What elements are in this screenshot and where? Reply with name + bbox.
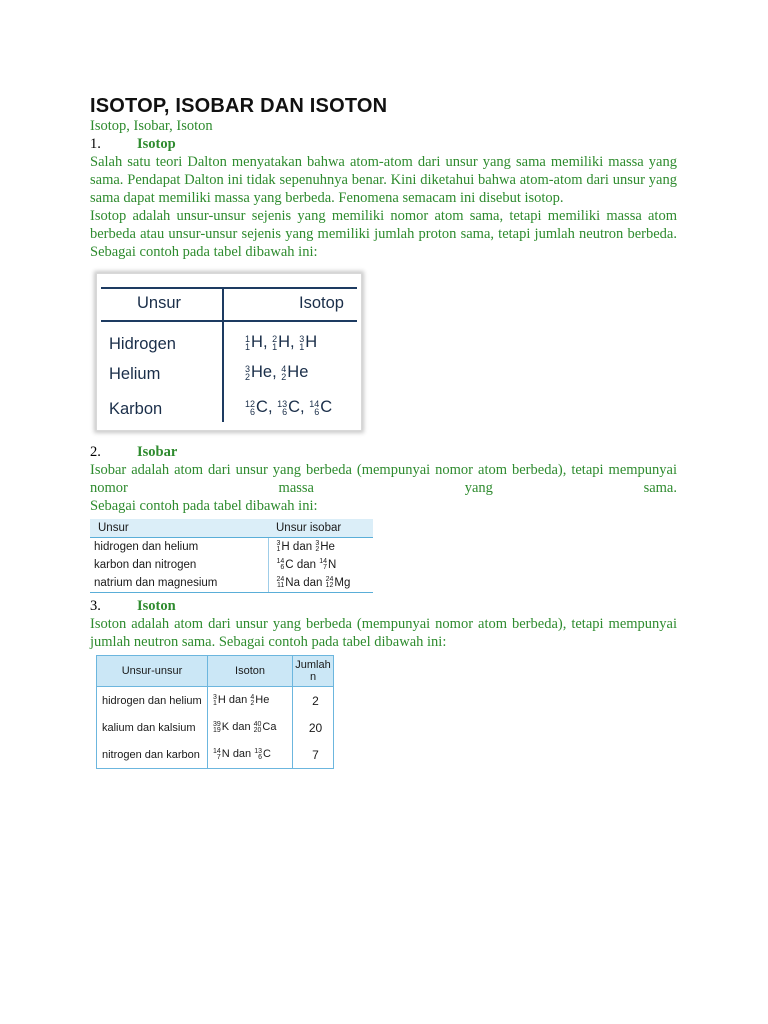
- element-symbol: H: [217, 694, 226, 707]
- mass-number: 3: [213, 693, 217, 701]
- element-symbol: H: [251, 333, 263, 351]
- mass-number: 3: [299, 333, 305, 344]
- mass-number: 14: [309, 398, 320, 409]
- isotop-table: [96, 273, 362, 431]
- element-symbol: He: [287, 363, 309, 381]
- nuclide-numbers: [315, 541, 319, 553]
- nuclide-numbers: [245, 400, 255, 416]
- section-heading-isoton: [90, 597, 677, 615]
- atomic-number: 1: [299, 341, 305, 352]
- joiner: dan: [232, 748, 252, 761]
- table-row: [97, 741, 334, 769]
- nuclide-numbers: [326, 577, 334, 589]
- mass-number: 2: [272, 333, 278, 344]
- atomic-number: 1: [245, 341, 251, 352]
- element-symbol: H: [305, 333, 318, 351]
- separator: ,: [272, 363, 282, 381]
- mass-number: 14: [319, 557, 327, 565]
- section-heading-isotop: [90, 135, 677, 153]
- section-title: Isoton: [137, 598, 176, 614]
- mass-number: 3: [315, 539, 320, 547]
- table-cell-unsur: hidrogen dan helium: [94, 541, 199, 553]
- element-symbol: C: [263, 748, 271, 761]
- mass-number: 13: [277, 398, 288, 409]
- section-number: 3.: [90, 598, 101, 614]
- table-cell-neutrons: 2: [293, 687, 334, 715]
- table-cell-unsur: Hidrogen: [109, 335, 176, 353]
- element-symbol: Na: [285, 577, 300, 590]
- atomic-number: 20: [253, 726, 262, 734]
- atomic-number: 6: [280, 563, 285, 571]
- section-title: Isotop: [137, 136, 176, 152]
- table-divider: [222, 287, 224, 422]
- atomic-number: 7: [216, 753, 221, 761]
- table-header: Unsur-unsur: [97, 656, 208, 687]
- nuclide-numbers: [272, 335, 277, 351]
- table-cell-isobar: [268, 538, 373, 557]
- mass-number: 3: [276, 539, 281, 547]
- mass-number: 24: [276, 575, 285, 583]
- table-cell-unsur: nitrogen dan karbon: [102, 748, 200, 761]
- table-row: [90, 538, 373, 557]
- nuclide-numbers: [309, 400, 319, 416]
- table-cell-isobar: [268, 574, 373, 593]
- joiner: dan: [303, 577, 323, 590]
- element-symbol: Mg: [334, 577, 351, 590]
- atomic-number: 6: [282, 406, 288, 417]
- table-row: [97, 714, 334, 741]
- nuclide-numbers: [254, 722, 262, 734]
- paragraph: Isoton adalah atom dari unsur yang berbeda (mempunyai nomor atom berbeda), tetapi mempunyai jumlah neutron sama. Sebagai contoh pada tabel dibawah ini:: [90, 616, 677, 650]
- table-cell-unsur: karbon dan nitrogen: [94, 559, 197, 571]
- atomic-number: 2: [281, 371, 287, 382]
- nuclide-numbers: [281, 365, 286, 381]
- table-cell-unsur: natrium dan magnesium: [90, 574, 268, 593]
- section-title: Isobar: [137, 444, 178, 460]
- separator: ,: [290, 333, 300, 351]
- page-subtitle: Isotop, Isobar, Isoton: [90, 118, 213, 134]
- atomic-number: 2: [245, 371, 251, 382]
- table-row: [90, 574, 373, 593]
- isoton-table: [96, 655, 334, 769]
- atomic-number: 6: [258, 753, 263, 761]
- paragraph: Salah satu teori Dalton menyatakan bahwa atom-atom dari unsur yang sama memiliki massa yang sama. Pendapat Dalton ini tidak sepenuhnya benar. Kini diketahui bahwa atom-atom dari unsur yang sama dapat memiliki massa yang berbeda. Fenomena semacam ini disebut isotop.: [90, 154, 677, 206]
- nuclide-numbers: [213, 722, 221, 734]
- table-rule: [101, 320, 357, 322]
- document-page: [90, 95, 677, 769]
- table-header: Unsur: [90, 519, 268, 538]
- element-symbol: C: [285, 559, 294, 572]
- atomic-number: 11: [277, 581, 285, 589]
- section-heading-isobar: [90, 443, 677, 461]
- table-cell-unsur: kalium dan kalsium: [102, 721, 196, 734]
- mass-number: 13: [254, 747, 263, 755]
- section-number: 1.: [90, 136, 101, 152]
- element-symbol: He: [255, 694, 270, 707]
- table-cell-unsur: Helium: [109, 365, 161, 383]
- paragraph: Isobar adalah atom dari unsur yang berbeda (mempunyai nomor atom berbeda), tetapi mempunyai nomor massa yang sama.: [90, 462, 677, 496]
- separator: ,: [267, 398, 278, 416]
- separator: ,: [300, 398, 310, 416]
- element-symbol: C: [320, 398, 333, 416]
- nuclide-numbers: [213, 695, 217, 707]
- nuclide-numbers: [277, 559, 285, 571]
- element-symbol: K: [221, 721, 230, 734]
- mass-number: 1: [245, 333, 251, 344]
- nuclide-numbers: [277, 400, 287, 416]
- atomic-number: 2: [315, 545, 320, 553]
- atomic-number: 6: [314, 406, 320, 417]
- table-row: [90, 556, 373, 574]
- joiner: dan: [296, 559, 316, 572]
- element-symbol: He: [320, 541, 335, 554]
- atomic-number: 7: [323, 563, 327, 571]
- nuclide-numbers: [250, 695, 254, 707]
- table-header: Unsur: [137, 294, 182, 312]
- isobar-table: [90, 519, 373, 593]
- paragraph: Sebagai contoh pada tabel dibawah ini:: [90, 498, 318, 514]
- element-symbol: C: [288, 398, 301, 416]
- table-header-row: [90, 519, 373, 538]
- mass-number: 14: [213, 747, 221, 755]
- nuclide-numbers: [277, 577, 285, 589]
- nuclide-numbers: [213, 749, 221, 761]
- table-header-row: [97, 656, 334, 687]
- mass-number: 40: [253, 720, 262, 728]
- joiner: dan: [228, 694, 248, 707]
- element-symbol: H: [278, 333, 291, 351]
- atomic-number: 2: [250, 699, 255, 707]
- mass-number: 3: [245, 363, 251, 374]
- paragraph: Isotop adalah unsur-unsur sejenis yang memiliki nomor atom sama, tetapi memiliki massa atom berbeda atau unsur-unsur sejenis yang memiliki jumlah proton sama, tetapi jumlah neutron berbeda. Sebagai contoh pada tabel dibawah ini:: [90, 208, 677, 260]
- table-header: Isoton: [208, 656, 293, 687]
- table-header: Isotop: [299, 294, 344, 312]
- nuclide-numbers: [245, 365, 250, 381]
- atomic-number: 1: [272, 341, 278, 352]
- nuclide-numbers: [245, 335, 250, 351]
- table-row: [97, 687, 334, 715]
- mass-number: 12: [245, 398, 256, 409]
- table-header: Unsur isobar: [268, 519, 373, 538]
- mass-number: 39: [213, 720, 221, 728]
- separator: ,: [262, 333, 273, 351]
- table-cell-neutrons: 20: [293, 714, 334, 741]
- element-symbol: H: [281, 541, 290, 554]
- table-cell-unsur: Karbon: [109, 400, 163, 418]
- table-cell-isotopes: [245, 333, 317, 352]
- table-cell-isoton: [208, 714, 293, 741]
- atomic-number: 6: [250, 406, 256, 417]
- element-symbol: N: [328, 559, 337, 572]
- table-cell-isoton: [208, 687, 293, 715]
- mass-number: 24: [325, 575, 334, 583]
- section-number: 2.: [90, 444, 101, 460]
- nuclide-numbers: [277, 541, 281, 553]
- table-cell-neutrons: 7: [293, 741, 334, 769]
- joiner: dan: [232, 721, 251, 734]
- nuclide-numbers: [319, 559, 327, 571]
- table-header: Jumlah n: [293, 656, 334, 687]
- mass-number: 4: [250, 693, 255, 701]
- atomic-number: 1: [276, 545, 281, 553]
- nuclide-numbers: [254, 749, 262, 761]
- atomic-number: 12: [325, 581, 334, 589]
- table-cell-unsur: hidrogen dan helium: [102, 694, 202, 707]
- mass-number: 4: [281, 363, 287, 374]
- joiner: dan: [292, 541, 313, 554]
- nuclide-numbers: [299, 335, 304, 351]
- element-symbol: He: [251, 363, 273, 381]
- table-cell-isotopes: [245, 363, 308, 382]
- table-rule: [101, 287, 357, 289]
- atomic-number: 19: [213, 726, 221, 734]
- element-symbol: N: [221, 748, 230, 761]
- table-cell-isotopes: [245, 398, 332, 417]
- page-title: ISOTOP, ISOBAR DAN ISOTON: [90, 95, 388, 117]
- table-cell-isoton: [208, 741, 293, 769]
- mass-number: 14: [276, 557, 285, 565]
- table-cell-isobar: [268, 556, 373, 574]
- element-symbol: Ca: [262, 721, 277, 734]
- atomic-number: 1: [213, 699, 217, 707]
- element-symbol: C: [256, 398, 268, 416]
